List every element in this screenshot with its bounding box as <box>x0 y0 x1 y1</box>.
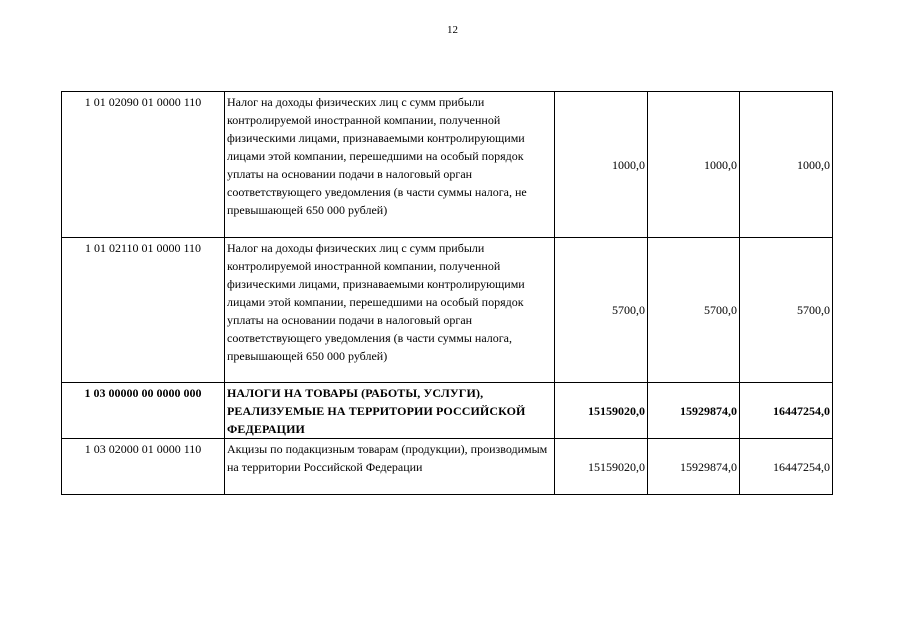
amount-year-1: 1000,0 <box>555 92 648 238</box>
amount-year-1: 5700,0 <box>555 238 648 383</box>
table-row <box>62 439 833 495</box>
revenue-table <box>61 91 833 495</box>
amount-year-1: 15159020,0 <box>555 383 648 439</box>
amount-year-2: 15929874,0 <box>648 439 740 495</box>
amount-year-2: 1000,0 <box>648 92 740 238</box>
budget-code: 1 03 00000 00 0000 000 <box>62 383 225 439</box>
budget-code: 1 03 02000 01 0000 110 <box>62 439 225 495</box>
revenue-name: НАЛОГИ НА ТОВАРЫ (РАБОТЫ, УСЛУГИ), РЕАЛИЗУЕМЫЕ НА ТЕРРИТОРИИ РОССИЙСКОЙ ФЕДЕРАЦИИ <box>225 383 555 439</box>
revenue-name: Налог на доходы физических лиц с сумм прибыли контролируемой иностранной компании, полученной физическими лицами, признаваемыми контролирующими лицами этой компании, перешедшими на особый порядок уплаты на основании подачи в налоговый орган соответствующего уведомления (в части суммы налога, превышающей 650 000 рублей) <box>225 238 555 383</box>
table-row-section-total <box>62 383 833 439</box>
amount-year-3: 16447254,0 <box>740 383 833 439</box>
page-number: 12 <box>447 24 458 36</box>
amount-year-1: 15159020,0 <box>555 439 648 495</box>
revenue-name: Налог на доходы физических лиц с сумм прибыли контролируемой иностранной компании, полученной физическими лицами, признаваемыми контролирующими лицами этой компании, перешедшими на особый порядок уплаты на основании подачи в налоговый орган соответствующего уведомления (в части суммы налога, не превышающей 650 000 рублей) <box>225 92 555 238</box>
budget-code: 1 01 02110 01 0000 110 <box>62 238 225 383</box>
budget-code: 1 01 02090 01 0000 110 <box>62 92 225 238</box>
table-row <box>62 238 833 383</box>
amount-year-2: 5700,0 <box>648 238 740 383</box>
revenue-name: Акцизы по подакцизным товарам (продукции), производимым на территории Российской Федерации <box>225 439 555 495</box>
amount-year-2: 15929874,0 <box>648 383 740 439</box>
amount-year-3: 5700,0 <box>740 238 833 383</box>
table-row <box>62 92 833 238</box>
amount-year-3: 16447254,0 <box>740 439 833 495</box>
amount-year-3: 1000,0 <box>740 92 833 238</box>
